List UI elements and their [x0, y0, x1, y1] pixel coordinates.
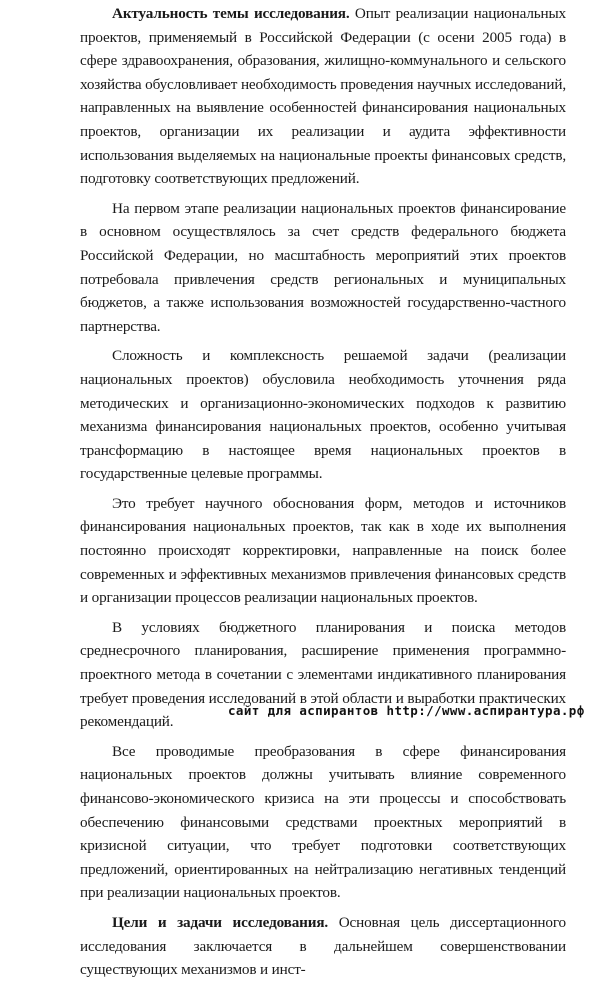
paragraph-text: В условиях бюджетного планирования и поиска методов среднесрочного планирования, расширение применения программно-проектного метода в сочетании с элементами индикативного планирования требует проведения исследований в этой области и выработки практических рекомендаций. [80, 618, 566, 731]
paragraph-text: Все проводимые преобразования в сфере финансирования национальных проектов должны учитывать влияние современного финансово-экономического кризиса на эти процессы и способствовать обеспечению финансовыми средствами проектных мероприятий в кризисной ситуации, что требует подготовки соответствующих предложений, ориентированных на нейтрализацию негативных тенденций при реализации национальных проектов. [80, 742, 566, 902]
paragraph-first-stage [80, 197, 566, 339]
paragraph-text: Это требует научного обоснования форм, методов и источников финансирования национальных проектов, так как в ходе их выполнения постоянно происходят корректировки, направленные на поиск более современных и эффективных механизмов привлечения финансовых средств и организации процессов реализации национальных проектов. [80, 494, 566, 607]
document-page [80, 0, 566, 988]
paragraph-justification [80, 492, 566, 610]
paragraph-crisis [80, 740, 566, 905]
paragraph-relevance [80, 2, 566, 191]
heading-goals: Цели и задачи исследования. [112, 913, 329, 931]
paragraph-goals [80, 911, 566, 982]
heading-relevance: Актуальность темы исследования. [112, 5, 350, 22]
paragraph-text: Сложность и комплексность решаемой задачи (реализации национальных проектов) обусловила необходимость уточнения ряда методических и организационно-экономических подходов к развитию механизма финансирования национальных проектов, особенно учитывая трансформацию в настоящее время национальных проектов в государственные целевые программы. [80, 347, 566, 483]
paragraph-text: Опыт реализации национальных проектов, применяемый в Российской Федерации (с осени 2005 года) в сфере здравоохранения, образования, жилищно-коммунального и сельского хозяйства обусловливает необходимость проведения научных исследований, направленных на выявление особенностей финансирования национальных проектов, организации их реализации и аудита эффективности использования выделяемых на национальные проекты финансовых средств, подготовку соответствующих предложений. [80, 5, 567, 188]
paragraph-text: Основная цель диссертационного исследования заключается в дальнейшем совершенствовании существующих механизмов и инст- [80, 913, 566, 979]
paragraph-complexity [80, 344, 566, 486]
site-footer-watermark: сайт для аспирантов http://www.аспирантура.рф [228, 703, 585, 718]
paragraph-text: На первом этапе реализации национальных проектов финансирование в основном осуществлялось за счет средств федерального бюджета Российской Федерации, но масштабность мероприятий этих проектов потребовала привлечения средств региональных и муниципальных бюджетов, а также использования возможностей государственно-частного партнерства. [80, 199, 566, 335]
